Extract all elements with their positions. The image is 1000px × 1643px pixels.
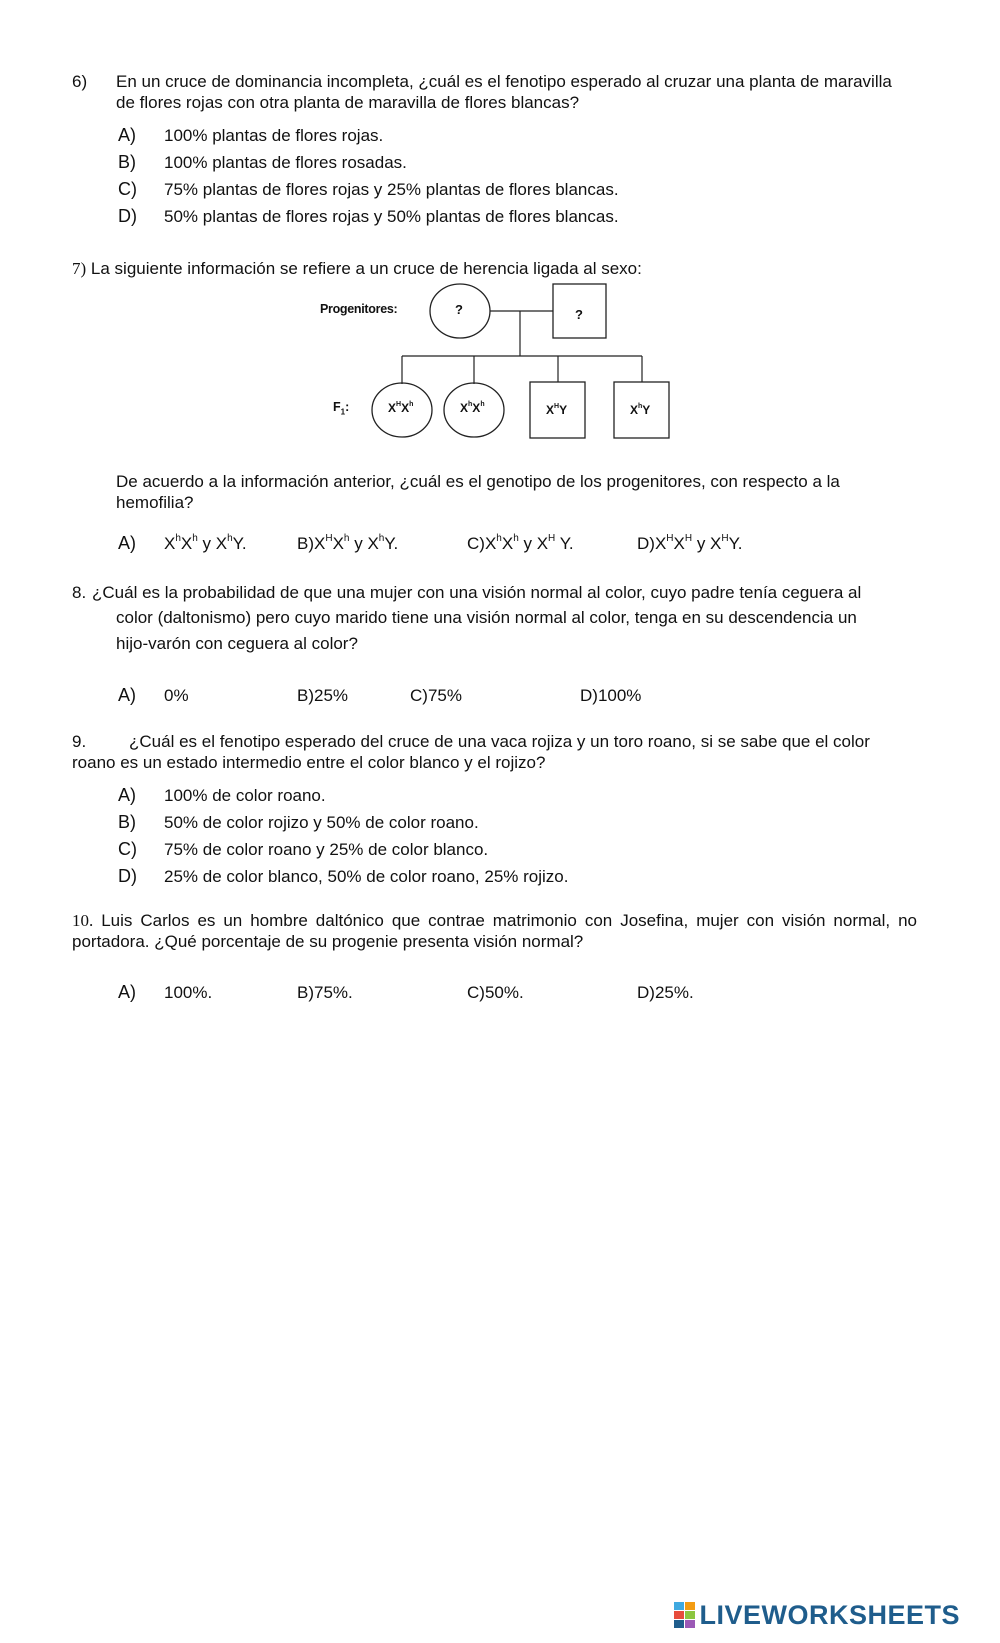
question-text-line: hijo-varón con ceguera al color? bbox=[116, 634, 358, 653]
liveworksheets-logo-icon bbox=[674, 1602, 696, 1628]
option-text: 100% de color roano. bbox=[164, 786, 326, 805]
option-letter: D) bbox=[118, 866, 137, 886]
option-text: 100% plantas de flores rojas. bbox=[164, 126, 384, 145]
option-b-text: B)25% bbox=[297, 686, 349, 705]
option-letter: B) bbox=[118, 152, 136, 172]
option-letter: D) bbox=[118, 206, 137, 226]
option-letter: A) bbox=[118, 533, 136, 553]
liveworksheets-wordmark: LIVEWORKSHEETS bbox=[699, 1600, 960, 1630]
option-c-text: C)50%. bbox=[467, 983, 524, 1002]
f1-genotype: $X^hX^h$ bbox=[460, 401, 485, 415]
f1-genotype: $X^hY$ bbox=[630, 403, 651, 417]
question-number: 6) bbox=[72, 72, 88, 91]
option-text: 50% plantas de flores rojas y 50% plantas de flores blancas. bbox=[164, 207, 619, 226]
option-text: 50% de color rojizo y 50% de color roano. bbox=[164, 813, 479, 832]
question-number: 10. bbox=[72, 911, 94, 930]
option-letter: C) bbox=[118, 839, 137, 859]
f1-genotype: $X^HX^h$ bbox=[388, 401, 414, 415]
option-text: 75% plantas de flores rojas y 25% plantas de flores blancas. bbox=[164, 180, 619, 199]
option-c-text: C)75% bbox=[410, 686, 462, 705]
question-number: 9. bbox=[72, 732, 87, 751]
option-letter: A) bbox=[118, 685, 136, 705]
option-letter: C) bbox=[118, 179, 137, 199]
option-letter: A) bbox=[118, 125, 136, 145]
question-text-line: de flores rojas con otra planta de maravilla de flores blancas? bbox=[116, 93, 580, 112]
question-text-line: ¿Cuál es el fenotipo esperado del cruce de una vaca rojiza y un toro roano, si se sabe que el color bbox=[129, 732, 870, 751]
liveworksheets-logo bbox=[674, 1599, 960, 1631]
option-b-text: $B)X^HX^h$ y $X^hY$. bbox=[297, 533, 399, 553]
question-text-line: De acuerdo a la información anterior, ¿cuál es el genotipo de los progenitores, con respecto a la bbox=[116, 472, 840, 491]
pedigree-diagram bbox=[0, 0, 1000, 460]
option-d-text: $D)X^HX^H$ y $X^HY$. bbox=[637, 533, 743, 553]
option-letter: A) bbox=[118, 982, 136, 1002]
question-text-line: color (daltonismo) pero cuyo marido tiene una visión normal al color, tenga en su descendencia un bbox=[116, 608, 857, 627]
question-text-line: En un cruce de dominancia incompleta, ¿cuál es el fenotipo esperado al cruzar una planta de maravilla bbox=[116, 72, 892, 91]
question-text-line: La siguiente información se refiere a un cruce de herencia ligada al sexo: bbox=[90, 259, 642, 278]
option-c-text: $C)X^hX^h$ y $X^H$ Y. bbox=[467, 533, 574, 553]
option-d-text: D)25%. bbox=[637, 983, 694, 1002]
option-a-text: 100%. bbox=[164, 983, 213, 1002]
option-letter: B) bbox=[118, 812, 136, 832]
question-text-line: roano es un estado intermedio entre el color blanco y el rojizo? bbox=[72, 753, 546, 772]
f1-genotype: $X^HY$ bbox=[546, 403, 568, 417]
f1-label: $F_1$: bbox=[333, 400, 350, 417]
option-letter: A) bbox=[118, 785, 136, 805]
option-b-text: B)75%. bbox=[297, 983, 353, 1002]
option-text: 25% de color blanco, 50% de color roano, 25% rojizo. bbox=[164, 867, 569, 886]
male-parent-unknown: ? bbox=[575, 307, 583, 322]
question-number: 8. bbox=[72, 583, 87, 602]
progenitores-label: Progenitores: bbox=[320, 302, 398, 316]
option-a-text: $X^hX^h$ y $X^hY$. bbox=[164, 533, 247, 553]
option-a-text: 0% bbox=[164, 686, 189, 705]
option-text: 100% plantas de flores rosadas. bbox=[164, 153, 407, 172]
option-d-text: D)100% bbox=[580, 686, 642, 705]
question-text-line: portadora. ¿Qué porcentaje de su progenie presenta visión normal? bbox=[72, 932, 584, 951]
question-text-line: 10. Luis Carlos es un hombre daltónico que contrae matrimonio con Josefina, mujer con visión normal, no bbox=[72, 911, 917, 930]
question-number: 7) bbox=[72, 259, 87, 278]
option-text: 75% de color roano y 25% de color blanco. bbox=[164, 840, 489, 859]
female-parent-unknown: ? bbox=[455, 302, 463, 317]
question-text-line: hemofilia? bbox=[116, 493, 194, 512]
question-text-line: ¿Cuál es la probabilidad de que una mujer con una visión normal al color, cuyo padre tenía ceguera al bbox=[92, 583, 862, 602]
pedigree-lines bbox=[0, 0, 1000, 460]
